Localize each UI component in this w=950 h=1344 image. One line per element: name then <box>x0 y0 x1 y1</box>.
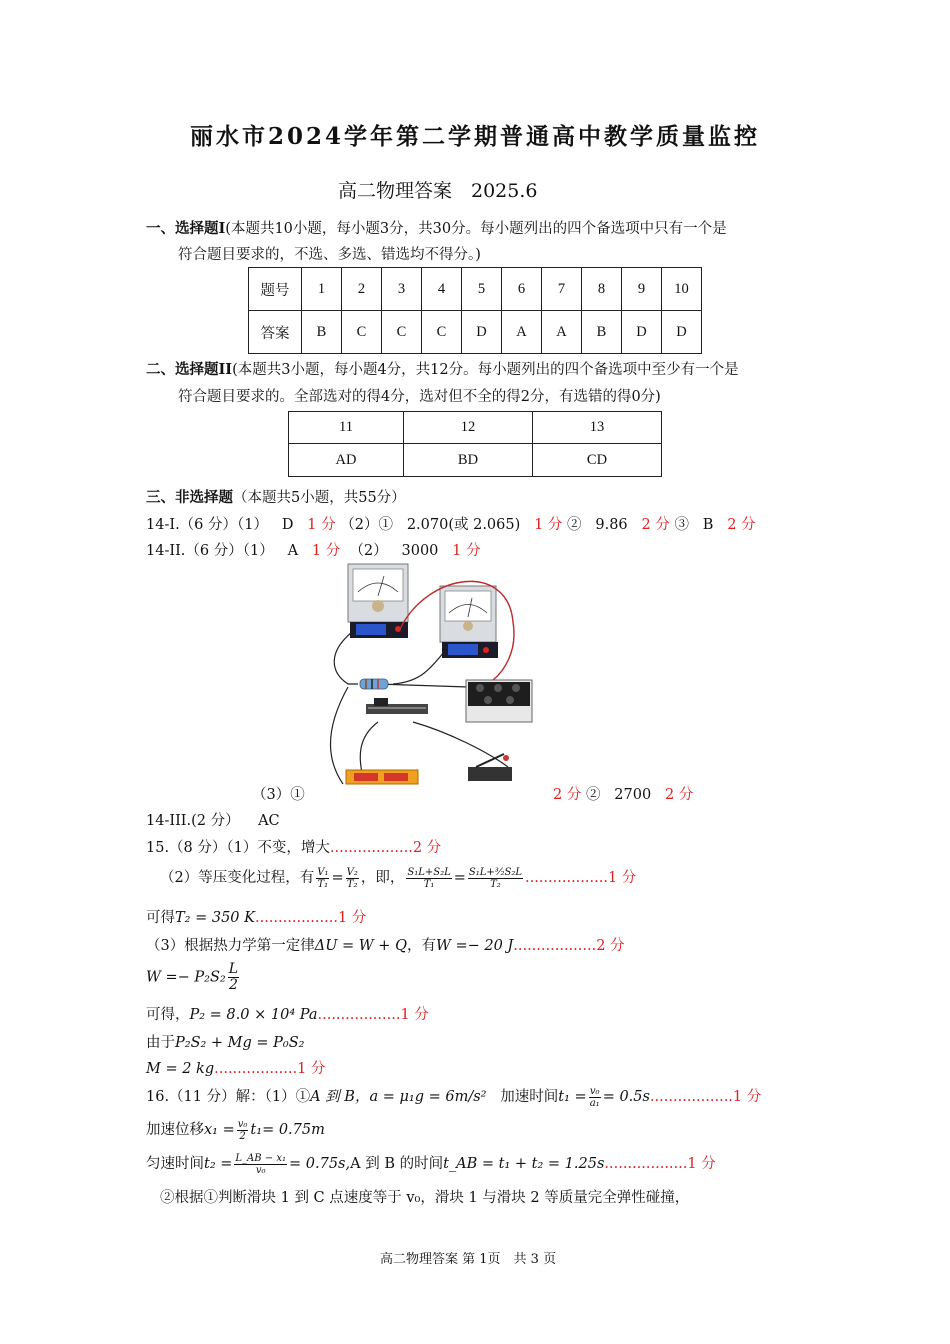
q14-2-label: 14-II.（6 分）（1） <box>146 543 274 559</box>
q15-text2a: （2）等压变化过程，有 <box>160 870 315 886</box>
q15-line3 <box>146 906 366 927</box>
q14-1-part4: ③ <box>674 517 689 533</box>
table1-num: 8 <box>582 268 622 311</box>
table1-ans: C <box>422 311 462 354</box>
q15-eq7: P₂S₂ + Mg = P₀S₂ <box>175 1035 305 1051</box>
q15-text4b: ，有 <box>406 938 436 954</box>
fraction-lab-v0: $\frac{\text{L\_AB − x₁}}{\text{v₀}}$ <box>235 1152 287 1176</box>
q14-1-label: 14-I.（6 分）（1） <box>146 517 268 533</box>
table1-ans: D <box>622 311 662 354</box>
q16-text3c: A 到 B 的时间 <box>350 1156 444 1172</box>
battery-holder <box>346 770 418 784</box>
q14-2-answer1: A <box>287 543 299 559</box>
section3-desc: （本题共5小题，共55分） <box>233 490 406 506</box>
q15-line4 <box>146 934 625 955</box>
wire-5 <box>413 722 508 767</box>
section3-line <box>146 486 406 507</box>
q14-1-score2: 1 分 <box>534 517 563 533</box>
section2-line1 <box>146 358 739 379</box>
table1-num: 1 <box>302 268 342 311</box>
table1-ans: D <box>662 311 702 354</box>
wire-4 <box>331 687 349 784</box>
table1-num: 4 <box>422 268 462 311</box>
q14-2-part4: ② <box>585 787 601 803</box>
q15-score6: 1 分 <box>400 1007 429 1023</box>
q14-3-label: 14-III.(2 分） <box>146 813 240 829</box>
page-subtitle: 高二物理答案 2025.6 <box>338 180 538 202</box>
q16-eq3d: t_AB = t₁ + t₂ = 1.25s <box>443 1156 605 1172</box>
q14-1-part3: ② <box>567 517 582 533</box>
q15-line6 <box>146 1003 429 1024</box>
table1-num: 9 <box>622 268 662 311</box>
q15-score8: 1 分 <box>297 1061 326 1077</box>
table1-num: 7 <box>542 268 582 311</box>
section3-heading: 三、非选择题 <box>146 489 233 506</box>
circuit-diagram <box>318 562 536 792</box>
fraction-s1l-t2: $\frac{\text{S₁L+³⁄₂S₂L}}{\text{T₂}}$ <box>468 866 522 890</box>
table1-num: 6 <box>502 268 542 311</box>
q14-2-line3 <box>553 783 693 804</box>
q14-1-score3: 2 分 <box>641 517 670 533</box>
q15-dots8: .................. <box>214 1061 298 1077</box>
q16-eq1: A 到 B，a = μ₁g = 6m/s² <box>310 1089 487 1105</box>
section2-desc2: 符合题目要求的。全部选对的得4分，选对但不全的得2分，有选错的得0分) <box>178 389 661 405</box>
q14-2-line <box>146 539 481 560</box>
wire-6 <box>360 722 378 777</box>
table2-row-numbers <box>289 412 662 444</box>
wire-3 <box>378 684 468 687</box>
section1-line1 <box>146 217 727 238</box>
wire-1 <box>334 632 358 684</box>
q14-1-answer3: 9.86 <box>595 517 628 533</box>
resistor <box>360 679 388 689</box>
q16-score1: 1 分 <box>732 1089 762 1105</box>
q15-score4: 2 分 <box>596 938 625 954</box>
q16-text3: 匀速时间 <box>146 1156 204 1172</box>
q15-text7: 由于 <box>146 1035 175 1051</box>
q15-text4a: （3）根据热力学第一定律 <box>146 938 315 954</box>
q14-3-answer: AC <box>258 813 280 829</box>
voltmeter-left <box>348 564 408 638</box>
q14-3-line <box>146 809 280 830</box>
table1-label-a: 答案 <box>249 311 302 354</box>
q15-line5 <box>146 962 241 993</box>
q16-line1: 16.（11 分）解：（1）①A 到 B，a = μ₁g = 6m/s² 加速时间t₁ = $\frac{\text{v₀}}{\text{a₁}}$ = 0.5s..................1 分 <box>146 1085 762 1109</box>
q14-2-score3: 2 分 <box>553 787 582 803</box>
section1-desc1: (本题共10小题，每小题3分，共30分。每小题列出的四个备选项中只有一个是 <box>225 221 727 237</box>
table1-row-numbers <box>249 268 702 311</box>
q14-1-answer2: 2.070(或 2.065) <box>406 517 521 533</box>
switch <box>468 754 512 781</box>
table2-row-answers <box>289 444 662 477</box>
q15-text3: 可得 <box>146 910 175 926</box>
q15-line7 <box>146 1031 305 1052</box>
q15-dots6: .................. <box>317 1007 401 1023</box>
fraction-v0-a1: $\frac{\text{v₀}}{\text{a₁}}$ <box>589 1085 600 1109</box>
q15-score3: 1 分 <box>337 910 367 926</box>
voltmeter-right <box>440 586 498 658</box>
table1-ans: C <box>342 311 382 354</box>
fraction-v1-t1: $\frac{\text{V₁}}{\text{T₁}}$ <box>317 866 329 890</box>
q15-eq4b: W =− 20 J <box>435 938 514 954</box>
q15-eq5: W =− P₂S₂ <box>146 969 226 986</box>
q15-dots2: .................. <box>524 870 608 886</box>
table1-ans: C <box>382 311 422 354</box>
fraction-l-2: $\frac{L}{2}$ <box>228 961 239 993</box>
table1-label-q: 题号 <box>249 268 302 311</box>
q14-2-part3: （3）① <box>252 787 305 803</box>
q14-1-score4: 2 分 <box>727 517 756 533</box>
q14-1-part2: （2）① <box>340 517 393 533</box>
wire-2 <box>393 652 444 684</box>
table1-num: 5 <box>462 268 502 311</box>
table1-ans: D <box>462 311 502 354</box>
q15-eq3: T₂ = 350 K <box>175 910 255 926</box>
q15-score1: 2 分 <box>412 840 442 856</box>
q16-line4: ②根据①判断滑块 1 到 C 点速度等于 v₀，滑块 1 与滑块 2 等质量完全弹性碰撞， <box>160 1190 690 1206</box>
q14-1-answer4: B <box>702 517 714 533</box>
table2-num: 13 <box>533 412 662 444</box>
section2-desc1: (本题共3小题，每小题4分，共12分。每小题列出的四个备选项中至少有一个是 <box>232 362 739 378</box>
circuit-figure <box>318 562 536 792</box>
table1-ans: B <box>582 311 622 354</box>
q15-dots4: .................. <box>513 938 597 954</box>
rheostat <box>366 698 428 714</box>
q15-text1: 15.（8 分）（1）不变，增大 <box>146 840 330 856</box>
q16-line3: 匀速时间t₂ = $\frac{\text{L\_AB − x₁}}{\text{v₀}}$ = 0.75s,A 到 B 的时间t_AB = t₁ + t₂ = 1.25s..................1 分 <box>146 1152 716 1176</box>
q15-text2b: ，即， <box>360 870 405 886</box>
table1-num: 3 <box>382 268 422 311</box>
q16-eq2: = 0.75m <box>262 1122 325 1138</box>
q15-dots1: .................. <box>329 840 413 856</box>
answer-table-2 <box>288 411 662 477</box>
q16-line2: 加速位移x₁ = $\frac{\text{v₀}}{2}$ t₁= 0.75m <box>146 1118 325 1142</box>
q14-2-answer2: 3000 <box>401 543 439 559</box>
q15-eq4a: ΔU = W + Q <box>314 938 407 954</box>
table2-ans: CD <box>533 444 662 477</box>
q14-2-score4: 2 分 <box>665 787 694 803</box>
section1-heading: 一、选择题I <box>146 220 226 237</box>
resistance-box <box>466 680 532 722</box>
q16-eq3b: = 0.75s, <box>289 1156 351 1172</box>
q14-1-score1: 1 分 <box>307 517 336 533</box>
page-footer: 高二物理答案 第 1页 共 3 页 <box>380 1252 557 1267</box>
q14-2-part2: （2） <box>349 543 388 559</box>
q14-1-answer1: D <box>281 517 294 533</box>
table2-num: 11 <box>289 412 404 444</box>
fraction-s1l-t1: $\frac{\text{S₁L+S₂L}}{\text{T₁}}$ <box>407 866 451 890</box>
section1-desc2: 符合题目要求的，不选、多选、错选均不得分。) <box>178 247 481 263</box>
table1-ans: A <box>542 311 582 354</box>
q15-line8 <box>146 1057 325 1078</box>
q16-dots1: .................. <box>649 1089 733 1105</box>
q15-eq8: M = 2 kg <box>146 1061 215 1077</box>
q14-2-score1: 1 分 <box>311 543 341 559</box>
answer-table-1 <box>248 267 702 354</box>
q15-eq6: P₂ = 8.0 × 10⁴ Pa <box>189 1007 318 1023</box>
q14-1-line <box>146 513 756 534</box>
q15-text6: 可得， <box>146 1007 190 1023</box>
table1-ans: A <box>502 311 542 354</box>
fraction-v2-t2: $\frac{\text{V₂}}{\text{T₂}}$ <box>346 866 358 890</box>
table1-num: 2 <box>342 268 382 311</box>
q14-2-answer4: 2700 <box>614 787 652 803</box>
table2-ans: AD <box>289 444 404 477</box>
page-title: 丽水市2024学年第二学期普通高中教学质量监控 <box>190 123 761 150</box>
q14-2-score2: 1 分 <box>452 543 481 559</box>
table2-num: 12 <box>404 412 533 444</box>
q16-dots3: .................. <box>604 1156 688 1172</box>
q16-eq1d: = 0.5s <box>602 1089 650 1105</box>
fraction-v0-2: $\frac{\text{v₀}}{2}$ <box>237 1118 248 1142</box>
q15-line1 <box>146 836 441 857</box>
q15-score2: 1 分 <box>607 870 637 886</box>
q15-line2: （2）等压变化过程，有 $\frac{\text{V₁}}{\text{T₁}}$ = $\frac{\text{V₂}}{\text{T₂}}$ ，即， $\frac{\text{S₁L+S₂L}}{\text{T₁}}$ = $\frac{\text{S₁L+³⁄₂S₂L}}{\text{T₂}}$ ..................1 分 <box>160 866 637 890</box>
q15-dots3: .................. <box>254 910 338 926</box>
q16-text2: 加速位移 <box>146 1122 204 1138</box>
table2-ans: BD <box>404 444 533 477</box>
table1-row-answers <box>249 311 702 354</box>
q16-text1c: 加速时间 <box>500 1089 559 1105</box>
q16-score3: 1 分 <box>687 1156 716 1172</box>
section2-heading: 二、选择题II <box>146 361 233 378</box>
table1-ans: B <box>302 311 342 354</box>
table1-num: 10 <box>662 268 702 311</box>
q16-text1: 16.（11 分）解：（1）① <box>146 1089 311 1105</box>
